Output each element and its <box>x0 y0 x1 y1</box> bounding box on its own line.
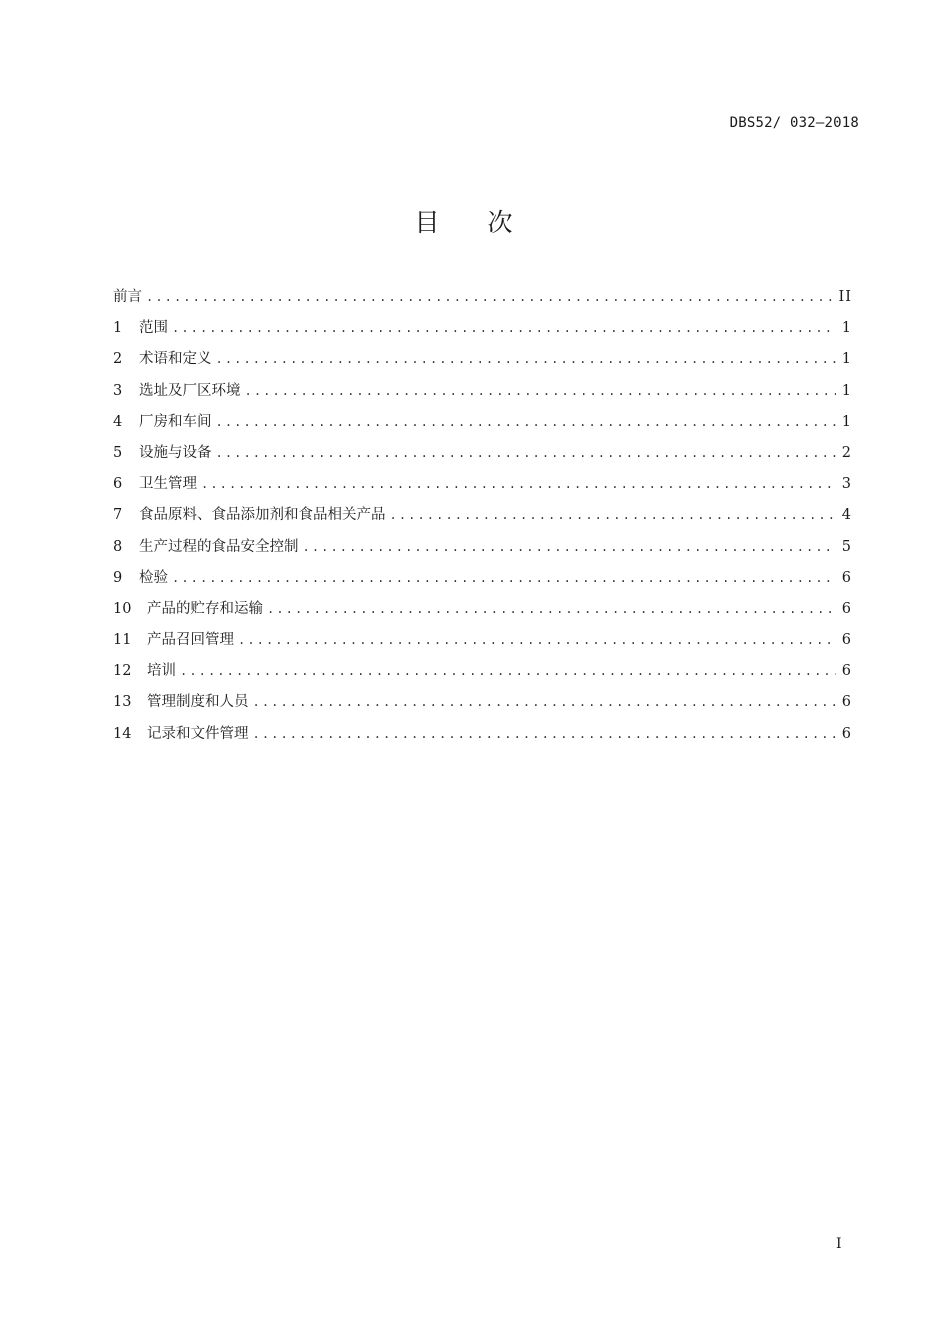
toc-entry-label: 食品原料、食品添加剂和食品相关产品 <box>139 507 386 524</box>
toc-entry[interactable] <box>113 536 852 567</box>
toc-entry-label: 管理制度和人员 <box>147 694 249 711</box>
toc-dot-leader <box>172 317 836 339</box>
toc-entry-number: 8 <box>113 538 123 555</box>
toc-entry-label: 生产过程的食品安全控制 <box>139 538 299 555</box>
toc-dot-leader <box>216 442 836 464</box>
toc-entry-number: 12 <box>113 663 132 680</box>
toc-entry[interactable] <box>113 598 852 629</box>
toc-dot-leader <box>238 629 836 651</box>
toc-entry[interactable] <box>113 442 852 473</box>
toc-entry-page: 1 <box>841 413 852 430</box>
toc-entry-label: 范围 <box>139 320 168 337</box>
toc-entry-label: 产品召回管理 <box>147 632 234 649</box>
toc-entry[interactable] <box>113 723 852 754</box>
toc-entry-page: 5 <box>841 538 852 555</box>
toc-entry[interactable] <box>113 629 852 660</box>
toc-entry-label: 记录和文件管理 <box>147 725 249 742</box>
toc-dot-leader <box>216 348 836 370</box>
toc-entry-label: 前言 <box>113 289 142 305</box>
toc-entry[interactable] <box>113 567 852 598</box>
toc-entry[interactable] <box>113 411 852 442</box>
toc-entry-number: 13 <box>113 694 132 711</box>
toc-entry-page: 6 <box>841 663 852 680</box>
toc-entry-label: 卫生管理 <box>139 476 197 493</box>
toc-entry-number: 4 <box>113 413 123 430</box>
toc-entry-number: 6 <box>113 476 123 493</box>
toc-entry-number: 7 <box>113 507 123 524</box>
toc-entry[interactable] <box>113 660 852 691</box>
page-title: 目次 <box>414 208 561 237</box>
document-code: DBS52/ 032—2018 <box>729 115 859 131</box>
toc-entry-number: 5 <box>113 444 123 461</box>
page-number: I <box>836 1236 842 1252</box>
toc-entry[interactable] <box>113 317 852 348</box>
toc-dot-leader <box>172 567 836 589</box>
toc-entry-number: 11 <box>113 632 132 649</box>
toc-dot-leader <box>390 504 836 526</box>
toc-entry-label: 产品的贮存和运输 <box>147 600 263 617</box>
toc-entry-page: 6 <box>841 725 852 742</box>
toc-dot-leader <box>245 380 836 402</box>
toc-entry[interactable] <box>113 473 852 504</box>
toc-entry[interactable] <box>113 691 852 722</box>
toc-entry-page: 6 <box>841 600 852 617</box>
toc-entry-label: 选址及厂区环境 <box>139 382 241 399</box>
toc-entry-label: 术语和定义 <box>139 351 212 368</box>
toc-entry-page: 1 <box>841 382 852 399</box>
toc-entry-page: 1 <box>841 351 852 368</box>
toc-entry-number: 2 <box>113 351 123 368</box>
toc-dot-leader <box>253 691 836 713</box>
toc-entry-page: 4 <box>841 507 852 524</box>
toc-dot-leader <box>180 660 836 682</box>
toc-dot-leader <box>146 286 833 308</box>
toc-entry-label: 设施与设备 <box>139 444 212 461</box>
table-of-contents <box>113 286 852 754</box>
toc-entry-number: 1 <box>113 320 123 337</box>
toc-dot-leader <box>201 473 836 495</box>
toc-entry-label: 培训 <box>147 663 176 680</box>
toc-entry-label: 厂房和车间 <box>139 413 212 430</box>
toc-entry-page: 6 <box>841 569 852 586</box>
toc-dot-leader <box>253 723 836 745</box>
toc-entry[interactable] <box>113 504 852 535</box>
toc-dot-leader <box>303 536 836 558</box>
toc-entry[interactable] <box>113 286 852 317</box>
toc-entry[interactable] <box>113 380 852 411</box>
toc-dot-leader <box>216 411 836 433</box>
toc-entry-page: 6 <box>841 694 852 711</box>
toc-entry-page: 6 <box>841 632 852 649</box>
toc-entry-number: 9 <box>113 569 123 586</box>
toc-entry-number: 14 <box>113 725 132 742</box>
toc-entry-number: 10 <box>113 600 132 617</box>
toc-entry-page: 2 <box>841 444 852 461</box>
toc-dot-leader <box>267 598 836 620</box>
toc-entry-page: 1 <box>841 320 852 337</box>
toc-entry-page: 3 <box>841 476 852 493</box>
toc-entry-number: 3 <box>113 382 123 399</box>
toc-entry[interactable] <box>113 348 852 379</box>
toc-entry-page: II <box>838 289 852 305</box>
toc-entry-label: 检验 <box>139 569 168 586</box>
